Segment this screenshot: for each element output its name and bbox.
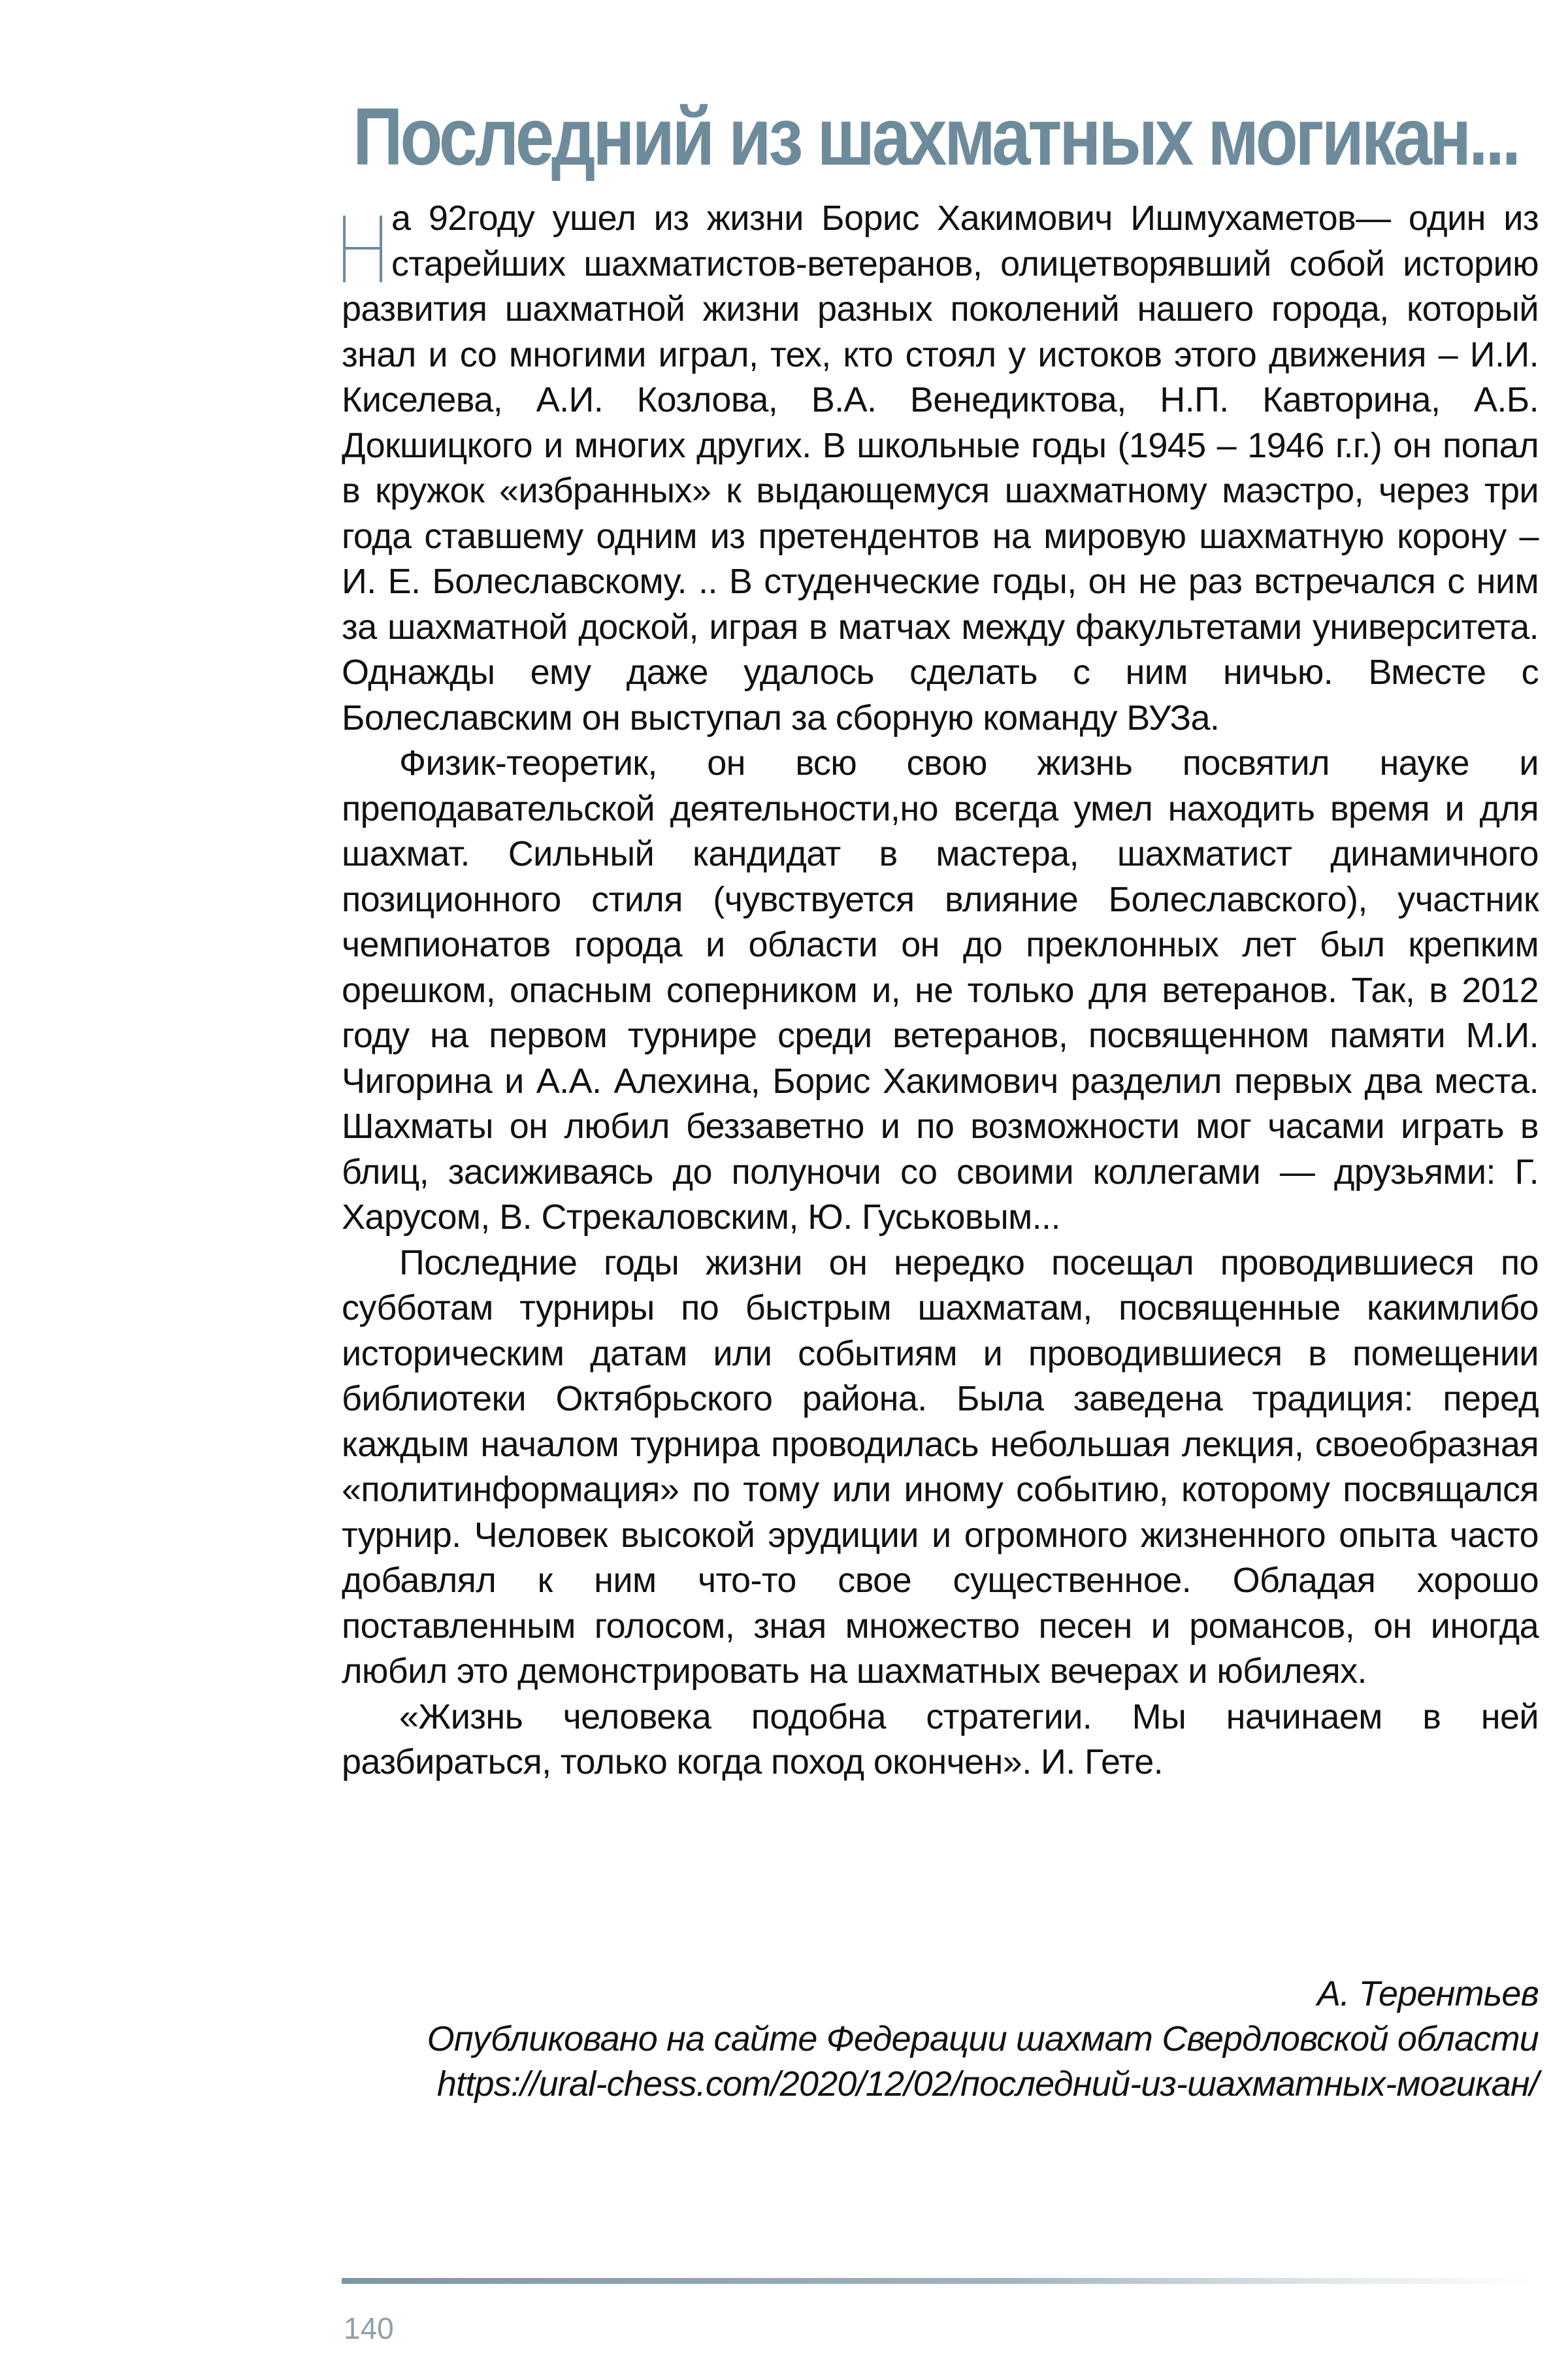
article-paragraph-1: [342, 196, 1539, 741]
article-quote: «Жизнь человека подобна стратегии. Мы начинаем в ней разбираться, только когда поход окончен». И. Гете.: [342, 1697, 1539, 1781]
article-signature: [297, 1972, 1539, 2107]
footer-divider: [342, 2278, 1537, 2284]
page-number: 140: [344, 2311, 394, 2345]
author-name: А. Терентьев: [1316, 1974, 1539, 2013]
article-body: [342, 196, 1539, 1785]
source-link[interactable]: https://ural-chess.com/2020/12/02/последний-из-шахматных-могикан/: [436, 2064, 1539, 2104]
drop-cap: [342, 216, 385, 282]
article-title: Последний из шахматных могикан...: [353, 92, 1518, 183]
publication-note: Опубликовано на сайте Федерации шахмат Свердловской области: [427, 2019, 1539, 2058]
article-paragraph-3: Последние годы жизни он нередко посещал проводившиеся по субботам турниры по быстрым шахматам, посвященные какимлибо историческим датам или событиям и проводившиеся в помещении библиотеки Октябрьского района. Была заведена традиция: перед каждым началом турнира проводилась небольшая лекция, своеобразная «политинформация» по тому или иному событию, которому посвящался турнир. Человек высокой эрудиции и огромного жизненного опыта часто добавлял к ним что-то свое существенное. Обладая хорошо поставленным голосом, зная множество песен и романсов, он иногда любил это демонстрировать на шахматных вечерах и юбилеях.: [342, 1243, 1539, 1691]
article-paragraph-2: Физик-теоретик, он всю свою жизнь посвятил науке и преподавательской деятельности,но всегда умел находить время и для шахмат. Сильный кандидат в мастера, шахматист динамичного позиционного стиля (чувствуется влияние Болеславского), участник чемпионатов города и области он до преклонных лет был крепким орешком, опасным соперником и, не только для ветеранов. Так, в 2012 году на первом турнире среди ветеранов, посвященном памяти М.И. Чигорина и А.А. Алехина, Борис Хакимович разделил первых два места. Шахматы он любил беззаветно и по возможности мог часами играть в блиц, засиживаясь до полуночи со своими коллегами — друзьями: Г. Харусом, В. Стрекаловским, Ю. Гуськовым...: [342, 743, 1539, 1237]
paragraph-text: а 92году ушел из жизни Борис Хакимович Ишмухаметов— один из старейших шахматистов-ветеранов, олицетворявший собой историю развития шахматной жизни разных поколений нашего города, который знал и со многими играл, тех, кто стоял у истоков этого движения – И.И. Киселева, А.И. Козлова, В.А. Венедиктова, Н.П. Кавторина, А.Б. Докшицкого и многих других. В школьные годы (1945 – 1946 г.г.) он попал в кружок «избранных» к выдающемуся шахматному маэстро, через три года ставшему одним из претендентов на мировую шахматную корону – И. Е. Болеславскому. .. В студенческие годы, он не раз встречался с ним за шахматной доской, играя в матчах между факультетами университета. Однажды ему даже удалось сделать с ним ничью. Вместе с Болеславским он выступал за сборную команду ВУЗа.: [342, 199, 1539, 738]
